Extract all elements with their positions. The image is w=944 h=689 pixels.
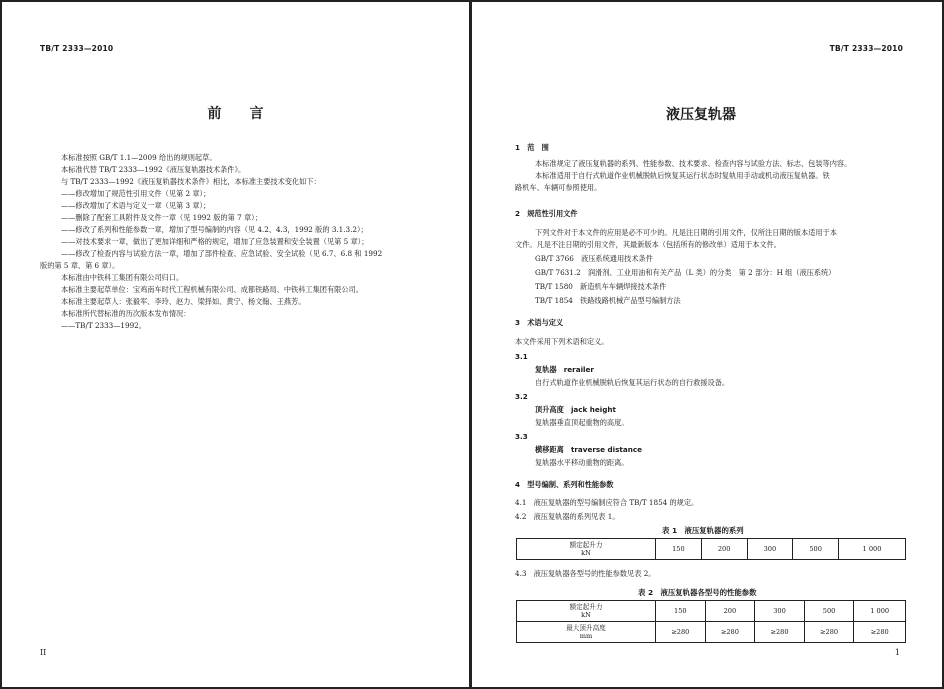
foreword-line: ——修改增加了术语与定义一章（见第 3 章）； (61, 201, 211, 210)
foreword-line: 本标准由中铁科工集团有限公司归口。 (61, 273, 184, 282)
table-cell: 200 (701, 539, 747, 560)
foreword-line: ——TB/T 2333—1992。 (61, 321, 146, 330)
foreword-line: 本标准主要起草单位：宝鸡南车时代工程机械有限公司、成都铁路局、中铁科工集团有限公司。 (61, 285, 363, 294)
paragraph-line: 本文件采用下列术语和定义。 (515, 337, 609, 346)
table-cell: 1 000 (839, 539, 906, 560)
paragraph-line: 本标准适用于自行式轨道作业机械脱轨后恢复其运行状态时复轨用手动或机动液压复轨器。铁 (535, 171, 830, 180)
reference-item: TB/T 1580 新造机车车辆焊接技术条件 (535, 282, 667, 291)
paragraph-line: 本标准规定了液压复轨器的系列、性能参数、技术要求、检查内容与试验方法、标志、包装等内容。 (535, 159, 852, 168)
foreword-line: ——修改了检查内容与试验方法一章，增加了部件检查、应急试验、安全试验（见 6.7、6.8 和 1992 (61, 249, 383, 258)
page-number: II (40, 648, 47, 657)
row-header: 额定起升力 kN (517, 601, 656, 622)
clause-line: 4.1 液压复轨器的型号编制应符合 TB/T 1854 的规定。 (515, 498, 699, 507)
page-header: TB/T 2333—2010 (829, 44, 903, 53)
paragraph-line: 路机车、车辆可参照使用。 (515, 183, 602, 192)
section-heading: 2 规范性引用文件 (515, 209, 578, 218)
term-number: 3.1 (515, 352, 528, 361)
table-row (517, 539, 906, 560)
term-number: 3.3 (515, 432, 528, 441)
table-cell: 150 (656, 601, 706, 622)
foreword-line: 版的第 5 章、第 6 章）。 (40, 261, 120, 270)
table-cell: 1 000 (854, 601, 906, 622)
performance-table (516, 600, 906, 643)
table-row (517, 601, 906, 622)
table-cell: ≥280 (755, 622, 805, 643)
table-cell: ≥280 (854, 622, 906, 643)
term-title: 顶升高度 jack height (535, 405, 616, 414)
paragraph-line: 下列文件对于本文件的应用是必不可少的。凡是注日期的引用文件，仅所注日期的版本适用于本 (535, 228, 837, 237)
page-title: 前 言 (207, 106, 264, 122)
term-title: 复轨器 rerailer (535, 365, 594, 374)
page-title: 液压复轨器 (666, 107, 736, 123)
section-heading: 4 型号编制、系列和性能参数 (515, 480, 614, 489)
table-cell: ≥280 (656, 622, 706, 643)
reference-item: GB/T 3766 液压系统通用技术条件 (535, 254, 653, 263)
foreword-line: ——对技术要求一章，做出了更加详细和严格的规定，增加了应急装置和安全装置（见第 5 章）； (61, 237, 369, 246)
table-caption: 表 2 液压复轨器各型号的性能参数 (638, 588, 757, 597)
row-header: 最大顶升高度 mm (517, 622, 656, 643)
table-cell: 300 (747, 539, 793, 560)
term-number: 3.2 (515, 392, 528, 401)
term-definition: 复轨器垂直顶起重物的高度。 (535, 418, 629, 427)
foreword-line: ——修改增加了规范性引用文件（见第 2 章）； (61, 189, 211, 198)
foreword-line: ——修改了系列和性能参数一章，增加了型号编制的内容（见 4.2、4.3，1992 版的 3.1.3.2）； (61, 225, 368, 234)
foreword-line: 本标准主要起草人：张毅军、李玲、赵力、梁择如、黄宁、杨文翰、王燕芳。 (61, 297, 306, 306)
table-cell: 300 (755, 601, 805, 622)
clause-line: 4.2 液压复轨器的系列见表 1。 (515, 512, 620, 521)
table-cell: ≥280 (705, 622, 755, 643)
table-cell: 500 (804, 601, 854, 622)
foreword-line: 本标准代替 TB/T 2333—1992《液压复轨器技术条件》。 (61, 165, 246, 174)
page-number: 1 (894, 648, 900, 657)
table-cell: 200 (705, 601, 755, 622)
page-header: TB/T 2333—2010 (40, 44, 114, 53)
row-header: 额定起升力 kN (517, 539, 656, 560)
paragraph-line: 文件。凡是不注日期的引用文件，其最新版本（包括所有的修改单）适用于本文件。 (515, 240, 781, 249)
table-cell: 500 (793, 539, 839, 560)
section-heading: 3 术语与定义 (515, 318, 564, 327)
reference-item: TB/T 1854 铁路线路机械产品型号编制方法 (535, 296, 681, 305)
term-definition: 自行式轨道作业机械脱轨后恢复其运行状态的自行救援设备。 (535, 378, 730, 387)
table-row (517, 622, 906, 643)
series-table (516, 538, 906, 560)
table-cell: ≥280 (804, 622, 854, 643)
page-right (471, 0, 944, 689)
foreword-line: 本标准按照 GB/T 1.1—2009 给出的规则起草。 (61, 153, 217, 162)
foreword-line: ——删除了配套工具附件及文件一章（见 1992 版的第 7 章）； (61, 213, 262, 222)
page-left (0, 0, 471, 689)
clause-line: 4.3 液压复轨器各型号的性能参数见表 2。 (515, 569, 656, 578)
reference-item: GB/T 7631.2 润滑剂、工业用油和有关产品（L 类）的分类 第 2 部分：H 组（液压系统） (535, 268, 836, 277)
table-caption: 表 1 液压复轨器的系列 (662, 526, 744, 535)
foreword-line: 与 TB/T 2333—1992《液压复轨器技术条件》相比，本标准主要技术变化如下： (61, 177, 321, 186)
section-heading: 1 范 围 (515, 143, 549, 152)
term-definition: 复轨器水平移动重物的距离。 (535, 458, 629, 467)
term-title: 横移距离 traverse distance (535, 445, 642, 454)
foreword-line: 本标准所代替标准的历次版本发布情况： (61, 309, 191, 318)
table-cell: 150 (656, 539, 702, 560)
